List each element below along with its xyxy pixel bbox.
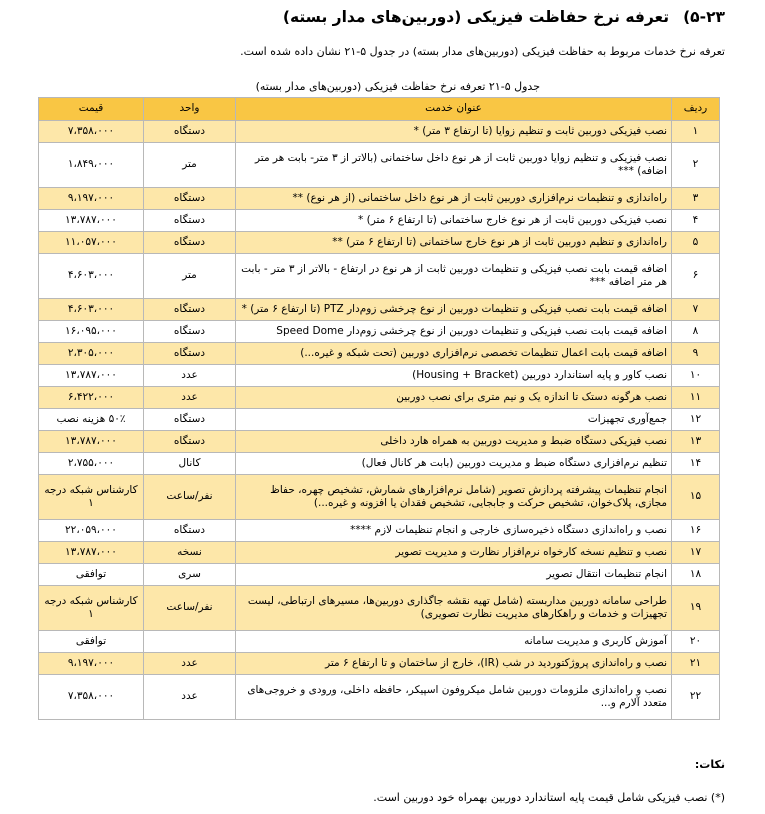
row-unit-cell: دستگاه (144, 343, 236, 365)
table-row (39, 631, 720, 653)
table-caption: جدول ۵-۲۱ تعرفه نرخ حفاظت فیزیکی (دوربین‌های مدار بسته) (255, 80, 540, 93)
row-price-cell: ۵۰٪ هزینه نصب (39, 409, 144, 431)
row-title-cell: انجام تنظیمات پیشرفته پردازش تصویر (شامل نرم‌افزارهای شمارش، تشخیص چهره، حفاظ مجازی، پلاک‌خوان، تشخیص حرکت و جابجایی، تشخیص فقدان یا افزونه و غیره...) (236, 475, 672, 520)
row-unit-cell: دستگاه (144, 121, 236, 143)
row-title-cell: اضافه قیمت بابت اعمال تنظیمات تخصصی نرم‌افزاری دوربین (تحت شبکه و غیره...) (236, 343, 672, 365)
row-title-cell: نصب فیزیکی و تنظیم زوایا دوربین ثابت از هر نوع داخل ساختمانی (بالاتر از ۳ متر- بابت هر متر اضافه) *** (236, 143, 672, 188)
header-index: ردیف (672, 98, 720, 121)
row-index-cell: ۲۱ (672, 653, 720, 675)
table-row (39, 586, 720, 631)
table-row (39, 365, 720, 387)
note-item: (*) نصب فیزیکی شامل قیمت پایه استاندارد دوربین بهمراه خود دوربین است. (373, 791, 725, 804)
row-unit-cell: دستگاه (144, 210, 236, 232)
row-index-cell: ۸ (672, 321, 720, 343)
row-title-cell: نصب و راه‌اندازی ملزومات دوربین شامل میکروفون اسپیکر، حافظه داخلی، ورودی و خروجی‌های متعدد آلارم و... (236, 675, 672, 720)
row-unit-cell: دستگاه (144, 299, 236, 321)
row-title-cell: جمع‌آوری تجهیزات (236, 409, 672, 431)
row-index-cell: ۱۱ (672, 387, 720, 409)
row-title-cell: طراحی سامانه دوربین مداربسته (شامل تهیه نقشه جاگذاری دوربین‌ها، مسیرهای ارتباطی، لیست تجهیزات و خدمات و راهکارهای مدیریت نظارت تصویری) (236, 586, 672, 631)
row-unit-cell: متر (144, 143, 236, 188)
row-unit-cell: سری (144, 564, 236, 586)
row-title-cell: اضافه قیمت بابت نصب فیزیکی و تنظیمات دوربین از نوع چرخشی زوم‌دار Speed Dome (236, 321, 672, 343)
row-title-cell: تنظیم نرم‌افزاری دستگاه ضبط و مدیریت دوربین (بابت هر کانال فعال) (236, 453, 672, 475)
row-price-cell: ۴،۶۰۳،۰۰۰ (39, 299, 144, 321)
row-index-cell: ۱۵ (672, 475, 720, 520)
row-unit-cell: دستگاه (144, 321, 236, 343)
table-body (39, 121, 720, 720)
row-index-cell: ۷ (672, 299, 720, 321)
row-price-cell: ۲،۳۰۵،۰۰۰ (39, 343, 144, 365)
table-row (39, 210, 720, 232)
row-price-cell: ۱۳،۷۸۷،۰۰۰ (39, 365, 144, 387)
row-price-cell: ۲،۷۵۵،۰۰۰ (39, 453, 144, 475)
row-title-cell: نصب و راه‌اندازی دستگاه ذخیره‌سازی خارجی و انجام تنظیمات لازم **** (236, 520, 672, 542)
table-row (39, 143, 720, 188)
row-price-cell: ۱۶،۰۹۵،۰۰۰ (39, 321, 144, 343)
row-index-cell: ۲ (672, 143, 720, 188)
row-unit-cell: دستگاه (144, 431, 236, 453)
table-header-row (39, 98, 720, 121)
table-row (39, 520, 720, 542)
row-unit-cell (144, 631, 236, 653)
row-index-cell: ۱۲ (672, 409, 720, 431)
row-unit-cell: عدد (144, 653, 236, 675)
table-row (39, 299, 720, 321)
table-row (39, 232, 720, 254)
row-price-cell: ۶،۴۲۲،۰۰۰ (39, 387, 144, 409)
row-unit-cell: دستگاه (144, 232, 236, 254)
row-title-cell: نصب فیزیکی دوربین ثابت و تنظیم زوایا (تا ارتفاع ۳ متر) * (236, 121, 672, 143)
row-price-cell: ۹،۱۹۷،۰۰۰ (39, 653, 144, 675)
table-row (39, 653, 720, 675)
row-unit-cell: عدد (144, 387, 236, 409)
row-unit-cell: دستگاه (144, 520, 236, 542)
row-index-cell: ۱۷ (672, 542, 720, 564)
row-price-cell: کارشناس شبکه درجه ۱ (39, 475, 144, 520)
row-title-cell: اضافه قیمت بابت نصب فیزیکی و تنظیمات دوربین از نوع چرخشی زوم‌دار PTZ (تا ارتفاع ۶ متر) * (236, 299, 672, 321)
row-price-cell: ۱،۸۴۹،۰۰۰ (39, 143, 144, 188)
header-price: قیمت (39, 98, 144, 121)
header-unit: واحد (144, 98, 236, 121)
row-title-cell: اضافه قیمت بابت نصب فیزیکی و تنظیمات دوربین ثابت از هر نوع در ارتفاع - بالاتر از ۳ متر - بابت هر متر اضافه *** (236, 254, 672, 299)
intro-paragraph: تعرفه نرخ خدمات مربوط به حفاظت فیزیکی (دوربین‌های مدار بسته) در جدول ۵-۲۱ نشان داده شده است. (240, 45, 725, 58)
notes-heading: نکات: (694, 758, 725, 771)
row-index-cell: ۱۹ (672, 586, 720, 631)
row-index-cell: ۲۲ (672, 675, 720, 720)
row-index-cell: ۲۰ (672, 631, 720, 653)
row-index-cell: ۶ (672, 254, 720, 299)
row-price-cell: توافقی (39, 564, 144, 586)
section-heading (40, 6, 725, 28)
row-price-cell: کارشناس شبکه درجه ۱ (39, 586, 144, 631)
section-number: ۵-۲۳) (683, 8, 725, 26)
row-title-cell: نصب فیزیکی دستگاه ضبط و مدیریت دوربین به همراه هارد داخلی (236, 431, 672, 453)
row-title-cell: نصب و تنظیم نسخه کارخواه نرم‌افزار نظارت و مدیریت تصویر (236, 542, 672, 564)
row-index-cell: ۴ (672, 210, 720, 232)
row-title-cell: نصب هرگونه دستک تا اندازه یک و نیم متری برای نصب دوربین (236, 387, 672, 409)
table-row (39, 343, 720, 365)
row-title-cell: آموزش کاربری و مدیریت سامانه (236, 631, 672, 653)
table-row (39, 188, 720, 210)
row-unit-cell: نفر/ساعت (144, 475, 236, 520)
row-price-cell: ۷،۳۵۸،۰۰۰ (39, 675, 144, 720)
row-index-cell: ۹ (672, 343, 720, 365)
row-index-cell: ۳ (672, 188, 720, 210)
row-price-cell: ۱۱،۰۵۷،۰۰۰ (39, 232, 144, 254)
row-price-cell: ۴،۶۰۳،۰۰۰ (39, 254, 144, 299)
row-unit-cell: دستگاه (144, 188, 236, 210)
row-title-cell: نصب و راه‌اندازی پروژکتوردید در شب (IR)، خارج از ساختمان و تا ارتفاع ۶ متر (236, 653, 672, 675)
table-row (39, 675, 720, 720)
row-index-cell: ۱۰ (672, 365, 720, 387)
section-title: تعرفه نرخ حفاظت فیزیکی (دوربین‌های مدار بسته) (282, 8, 670, 26)
table-row (39, 564, 720, 586)
row-price-cell: ۱۳،۷۸۷،۰۰۰ (39, 431, 144, 453)
table-row (39, 387, 720, 409)
row-unit-cell: نسخه (144, 542, 236, 564)
row-price-cell: ۷،۳۵۸،۰۰۰ (39, 121, 144, 143)
header-title: عنوان خدمت (236, 98, 672, 121)
row-unit-cell: کانال (144, 453, 236, 475)
row-unit-cell: عدد (144, 365, 236, 387)
row-price-cell: ۹،۱۹۷،۰۰۰ (39, 188, 144, 210)
row-unit-cell: متر (144, 254, 236, 299)
row-index-cell: ۱۸ (672, 564, 720, 586)
table-row (39, 121, 720, 143)
table-row (39, 542, 720, 564)
row-index-cell: ۱۴ (672, 453, 720, 475)
row-price-cell: ۱۳،۷۸۷،۰۰۰ (39, 542, 144, 564)
row-unit-cell: عدد (144, 675, 236, 720)
row-index-cell: ۱ (672, 121, 720, 143)
row-title-cell: راه‌اندازی و تنظیم دوربین ثابت از هر نوع خارج ساختمانی (تا ارتفاع ۶ متر) ** (236, 232, 672, 254)
row-unit-cell: دستگاه (144, 409, 236, 431)
row-price-cell: ۱۳،۷۸۷،۰۰۰ (39, 210, 144, 232)
row-index-cell: ۱۶ (672, 520, 720, 542)
tariff-table (38, 97, 720, 720)
row-price-cell: توافقی (39, 631, 144, 653)
table-row (39, 409, 720, 431)
table-row (39, 254, 720, 299)
row-title-cell: نصب کاور و پایه استاندارد دوربین (Housing + Bracket) (236, 365, 672, 387)
row-title-cell: راه‌اندازی و تنظیمات نرم‌افزاری دوربین ثابت از هر نوع داخل ساختمانی (از هر نوع) ** (236, 188, 672, 210)
row-index-cell: ۵ (672, 232, 720, 254)
table-row (39, 321, 720, 343)
row-index-cell: ۱۳ (672, 431, 720, 453)
table-row (39, 453, 720, 475)
table-row (39, 431, 720, 453)
table-row (39, 475, 720, 520)
row-price-cell: ۲۲،۰۵۹،۰۰۰ (39, 520, 144, 542)
row-title-cell: انجام تنظیمات انتقال تصویر (236, 564, 672, 586)
row-unit-cell: نفر/ساعت (144, 586, 236, 631)
row-title-cell: نصب فیزیکی دوربین ثابت از هر نوع خارج ساختمانی (تا ارتفاع ۶ متر) * (236, 210, 672, 232)
